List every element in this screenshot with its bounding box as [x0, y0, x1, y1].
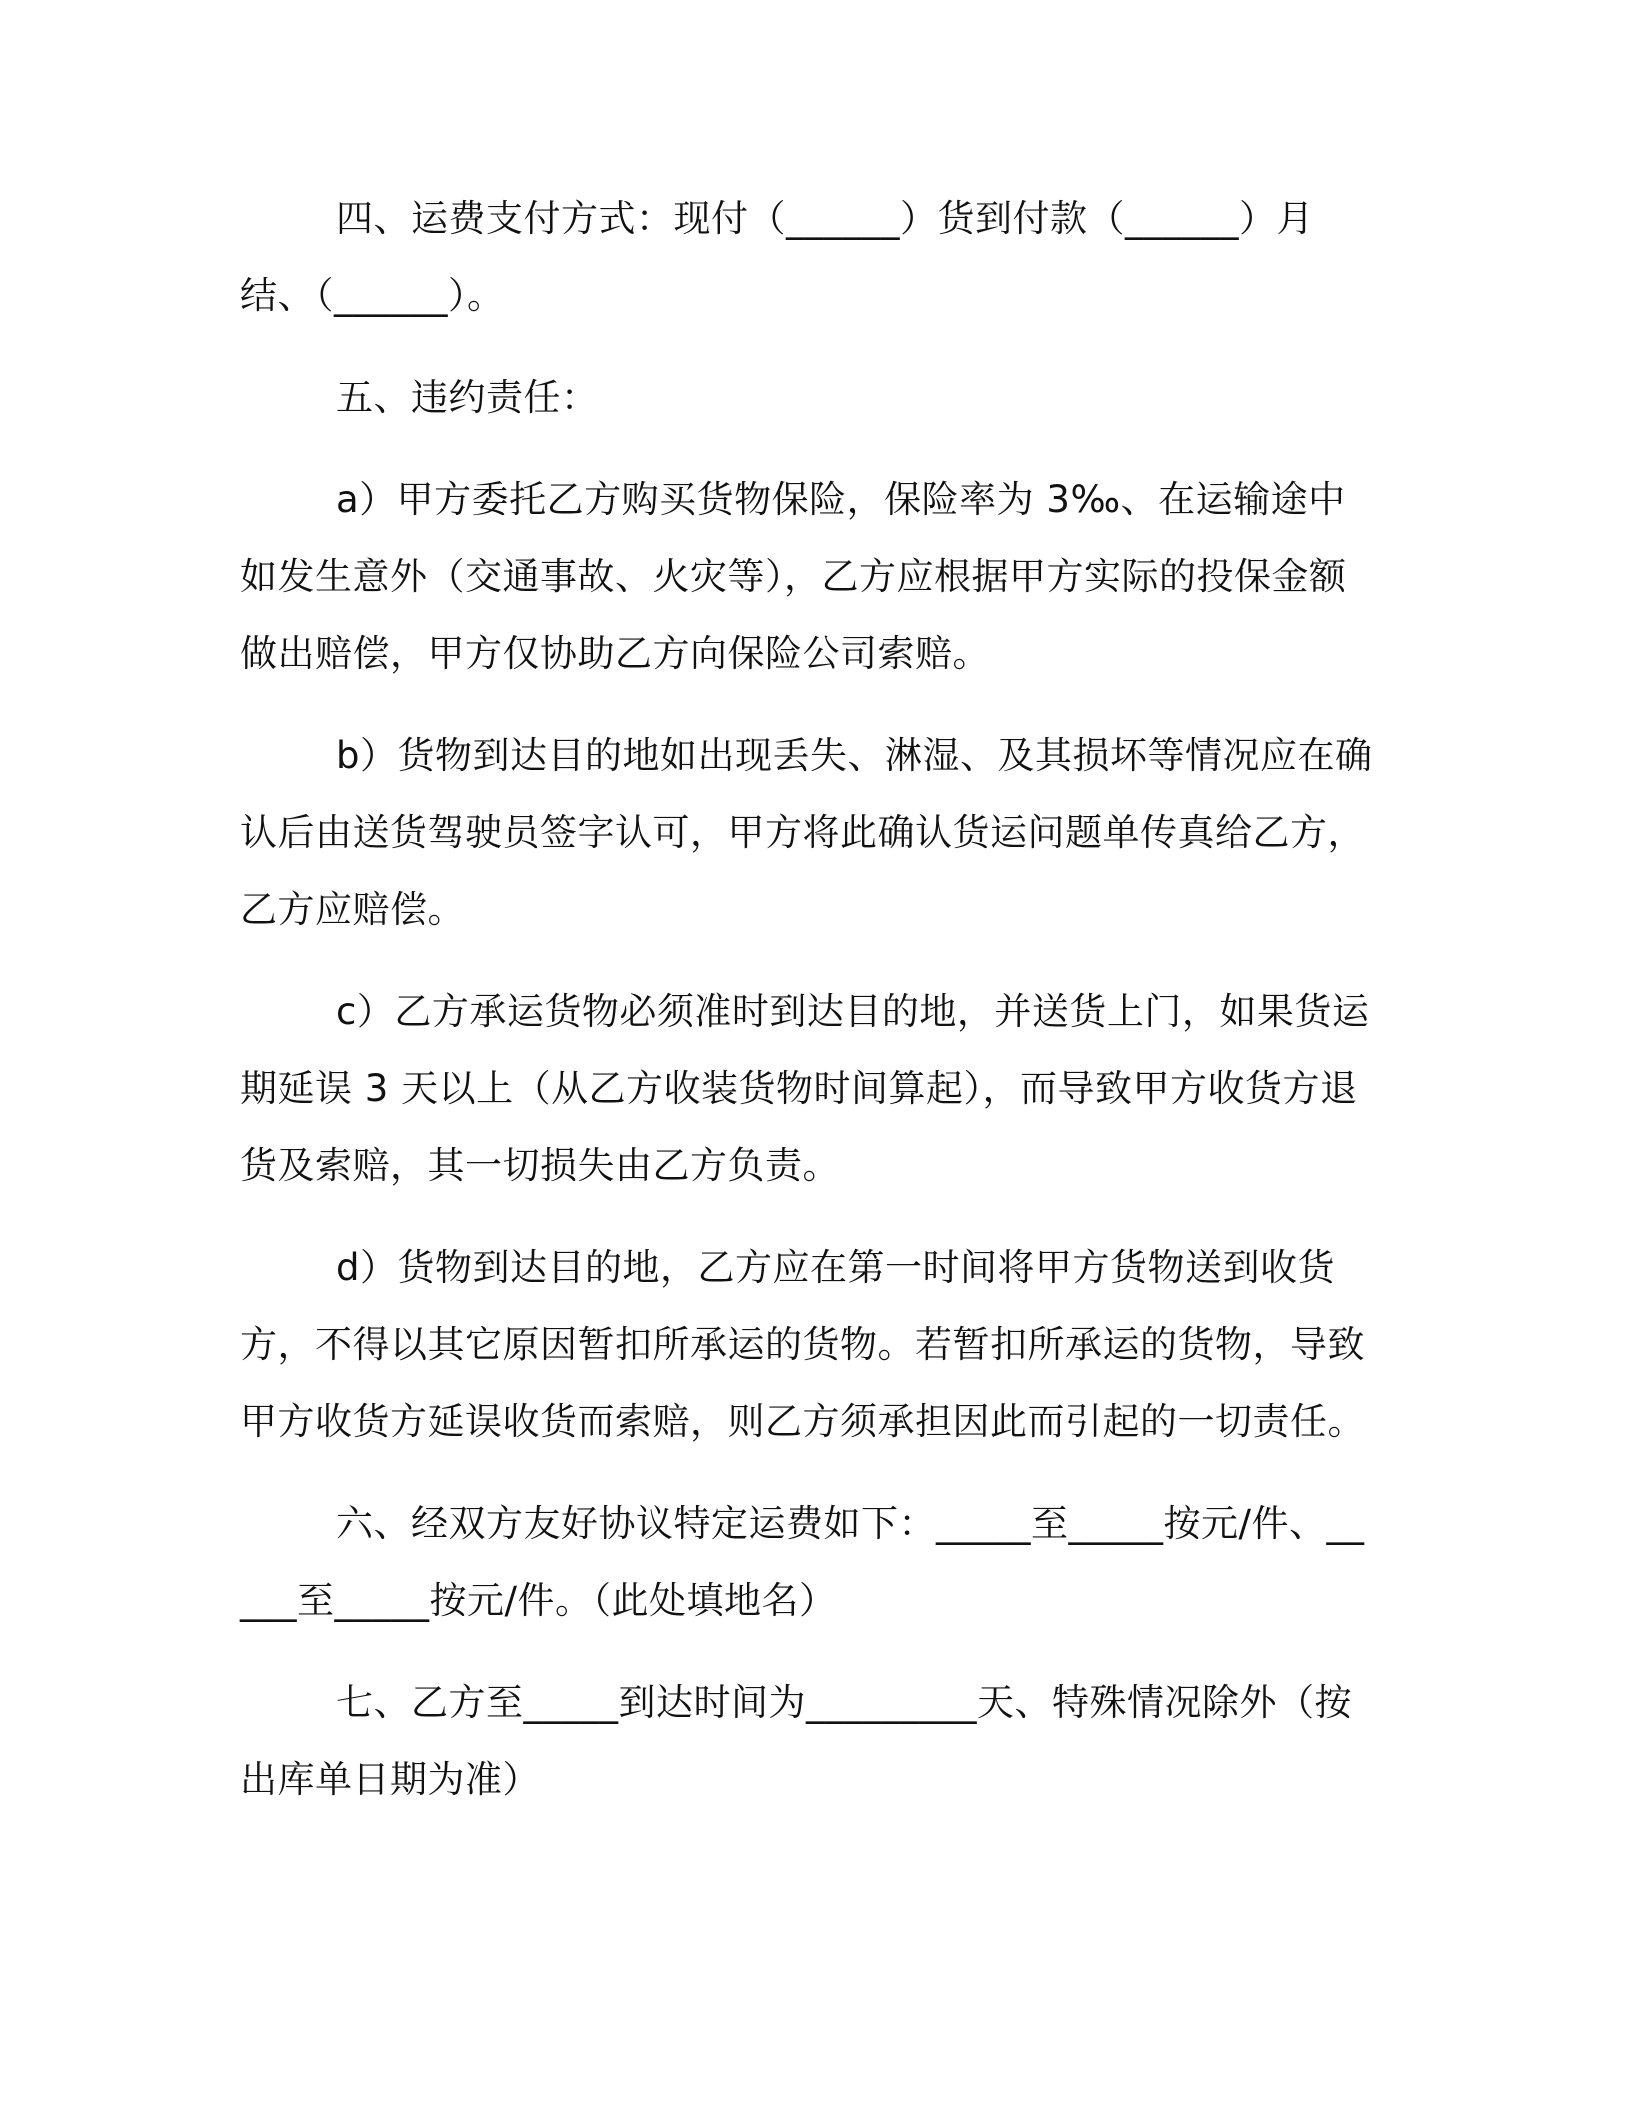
document-page [240, 180, 1380, 1818]
clause-4-payment-method: 四、运费支付方式：现付（______）货到付款（______）月结、（______）。 [240, 197, 1314, 317]
clause-5b-damage: b）货物到达目的地如出现丢失、淋湿、及其损坏等情况应在确认后由送货驾驶员签字认可，甲方将此确认货运问题单传真给乙方，乙方应赔偿。 [240, 734, 1373, 931]
clause-5-liability-heading: 五、违约责任： [336, 376, 599, 419]
clause-5c-delay: c）乙方承运货物必须准时到达目的地，并送货上门，如果货运期延误 3 天以上（从乙方收装货物时间算起），而导致甲方收货方退货及索赔，其一切损失由乙方负责。 [240, 990, 1370, 1187]
clause-5a-insurance: a）甲方委托乙方购买货物保险，保险率为 3‰、在运输途中如发生意外（交通事故、火灾等），乙方应根据甲方实际的投保金额做出赔偿，甲方仅协助乙方向保险公司索赔。 [240, 478, 1347, 675]
clause-5d-detention: d）货物到达目的地，乙方应在第一时间将甲方货物送到收货方，不得以其它原因暂扣所承运的货物。若暂扣所承运的货物，导致甲方收货方延误收货而索赔，则乙方须承担因此而引起的一切责任。 [240, 1246, 1365, 1443]
clause-6-special-freight: 六、经双方友好协议特定运费如下：_____至_____按元/件、_____至_____按元/件。（此处填地名） [240, 1502, 1365, 1622]
clause-7-arrival-time: 七、乙方至_____到达时间为_________天、特殊情况除外（按出库单日期为准） [240, 1681, 1352, 1801]
